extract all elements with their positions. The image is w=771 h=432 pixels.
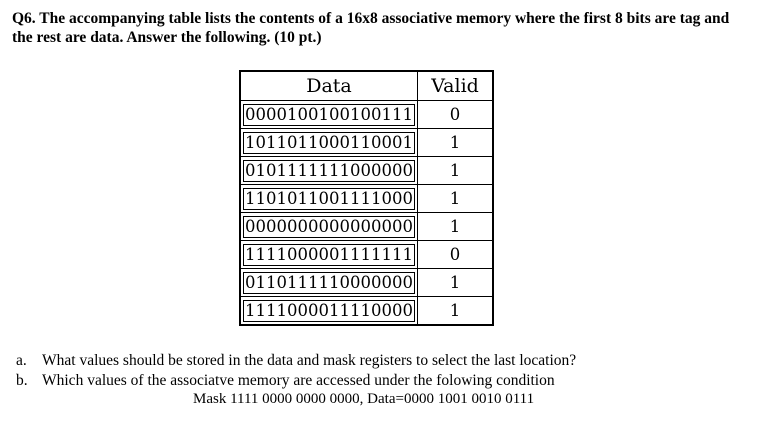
table-row [240,157,493,185]
condition-text: Mask 1111 0000 0000 0000, Data=0000 1001 0010 0111 [193,391,535,407]
question-text [12,9,760,47]
header-valid: Valid [418,71,494,101]
table-row [240,213,493,241]
row-data-cell: 0000000000000000 [240,213,418,241]
row-data-cell: 0110111110000000 [240,269,418,297]
row-data-cell: 1111000001111111 [240,241,418,269]
row-valid-cell: 1 [418,129,494,157]
associative-memory-table [239,70,494,326]
table-row [240,297,493,326]
row-data-cell: 1011011000110001 [240,129,418,157]
row-data-cell: 1101011001111000 [240,185,418,213]
header-data: Data [240,71,418,101]
part-a-text: What values should be stored in the data and mask registers to select the last location? [42,352,577,369]
question-line-1: Q6. The accompanying table lists the contents of a 16x8 associative memory where the first 8 bits are tag and [12,10,730,27]
part-a [16,351,576,371]
table-header-row [240,71,493,101]
row-valid-cell: 1 [418,185,494,213]
row-valid-cell: 1 [418,269,494,297]
table-row [240,269,493,297]
part-b-marker: b. [16,372,28,389]
part-b-text: Which values of the associatve memory are accessed under the folowing condition [42,372,555,389]
row-data-cell: 0101111111000000 [240,157,418,185]
row-valid-cell: 0 [418,101,494,129]
part-b [16,371,576,391]
row-data-cell: 1111000011110000 [240,297,418,326]
question-line-2: the rest are data. Answer the following. (10 pt.) [12,29,322,46]
row-valid-cell: 0 [418,241,494,269]
table-row [240,241,493,269]
row-valid-cell: 1 [418,297,494,326]
row-data-cell: 0000100100100111 [240,101,418,129]
part-a-marker: a. [16,352,27,369]
row-valid-cell: 1 [418,157,494,185]
table-row [240,101,493,129]
table-row [240,129,493,157]
question-parts [16,351,576,391]
table-row [240,185,493,213]
row-valid-cell: 1 [418,213,494,241]
